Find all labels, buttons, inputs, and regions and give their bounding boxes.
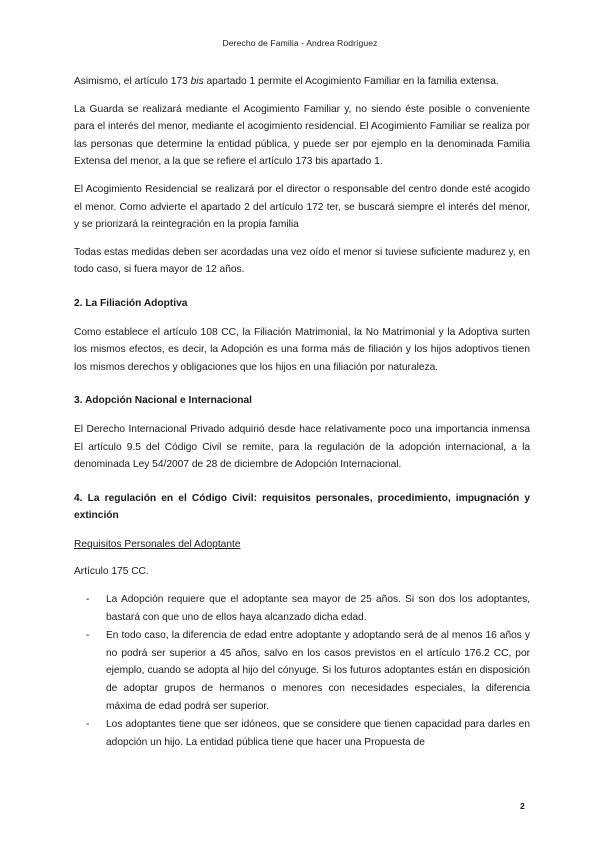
running-header: Derecho de Familia - Andrea Rodríguez <box>222 38 378 48</box>
paragraph-filiacion-adoptiva: Como establece el artículo 108 CC, la Filiación Matrimonial, la No Matrimonial y la Adoptiva surten los mismos efectos, es decir, la Adopción es una forma más de filiación y los hijos adoptivos tienen los mismos derechos y obligaciones que los hijos en una filiación por naturaleza. <box>74 326 530 373</box>
dash-bullet: - <box>86 594 90 606</box>
list-item-text: La Adopción requiere que el adoptante sea mayor de 25 años. Si son dos los adoptantes, bastará con que uno de ellos haya alcanzado dicha edad. <box>106 594 530 623</box>
article-reference: Artículo 175 CC. <box>74 566 149 578</box>
paragraph-emphasis: bis <box>190 76 204 87</box>
paragraph-text: Asimismo, el artículo 173 <box>74 76 191 87</box>
section-heading-regulacion-codigo-civil: 4. La regulación en el Código Civil: requisitos personales, procedimiento, impugnación y extinción <box>74 492 530 522</box>
document-body <box>74 73 530 752</box>
page-number: 2 <box>520 801 525 811</box>
paragraph-adopcion-internacional: El Derecho Internacional Privado adquirió desde hace relativamente poco una importancia inmensa El artículo 9.5 del Código Civil se remite, para la regulación de la adopción internacional, a la denominada Ley 54/2007 de 28 de diciembre de Adopción Internacional. <box>74 423 530 471</box>
section-heading-adopcion-internacional: 3. Adopción Nacional e Internacional <box>74 395 252 407</box>
list-item <box>74 627 530 715</box>
subheading-requisitos-personales: Requisitos Personales del Adoptante <box>74 538 241 550</box>
dash-bullet: - <box>86 719 90 731</box>
paragraph-medidas: Todas estas medidas deben ser acordadas una vez oído el menor si tuviese suficiente madurez y, en todo caso, si fuera mayor de 12 años. <box>74 246 530 276</box>
dash-bullet: - <box>86 630 90 642</box>
list-item-text: Los adoptantes tiene que ser idóneos, que se considere que tienen capacidad para darles en adopción un hijo. La entidad pública tiene que hacer una Propuesta de <box>106 719 530 748</box>
list-item <box>74 591 530 626</box>
paragraph-acogimiento-residencial: El Acogimiento Residencial se realizará por el director o responsable del centro donde esté acogido el menor. Como advierte el apartado 2 del artículo 172 ter, se buscará siempre el interés del menor, y se priorizará la reintegración en la propia familia <box>74 183 530 231</box>
section-heading-filiacion-adoptiva: 2. La Filiación Adoptiva <box>74 297 188 309</box>
list-item <box>74 716 530 751</box>
paragraph-text: apartado 1 permite el Acogimiento Familiar en la familia extensa. <box>203 76 499 87</box>
list-item-text: En todo caso, la diferencia de edad entre adoptante y adoptando será de al menos 16 años y no podrá ser superior a 45 años, salvo en los casos previstos en el artículo 176.2 CC, por ejemplo, cuando se adopta al hijo del cónyuge. Si los futuros adoptantes están en disposición de adoptar grupos de hermanos o menores con necesidades especiales, la diferencia máxima de edad podrá ser superior. <box>106 630 530 712</box>
paragraph-acogimiento-familia-extensa <box>74 73 530 91</box>
requirements-list <box>74 591 530 751</box>
paragraph-guarda: La Guarda se realizará mediante el Acogimiento Familiar y, no siendo éste posible o conveniente para el interés del menor, mediante el acogimiento residencial. El Acogimiento Familiar se realiza por las personas que determine la entidad pública, y puede ser por ejemplo en la denominada Familia Extensa del menor, a la que se refiere el artículo 173 bis apartado 1. <box>74 103 530 168</box>
